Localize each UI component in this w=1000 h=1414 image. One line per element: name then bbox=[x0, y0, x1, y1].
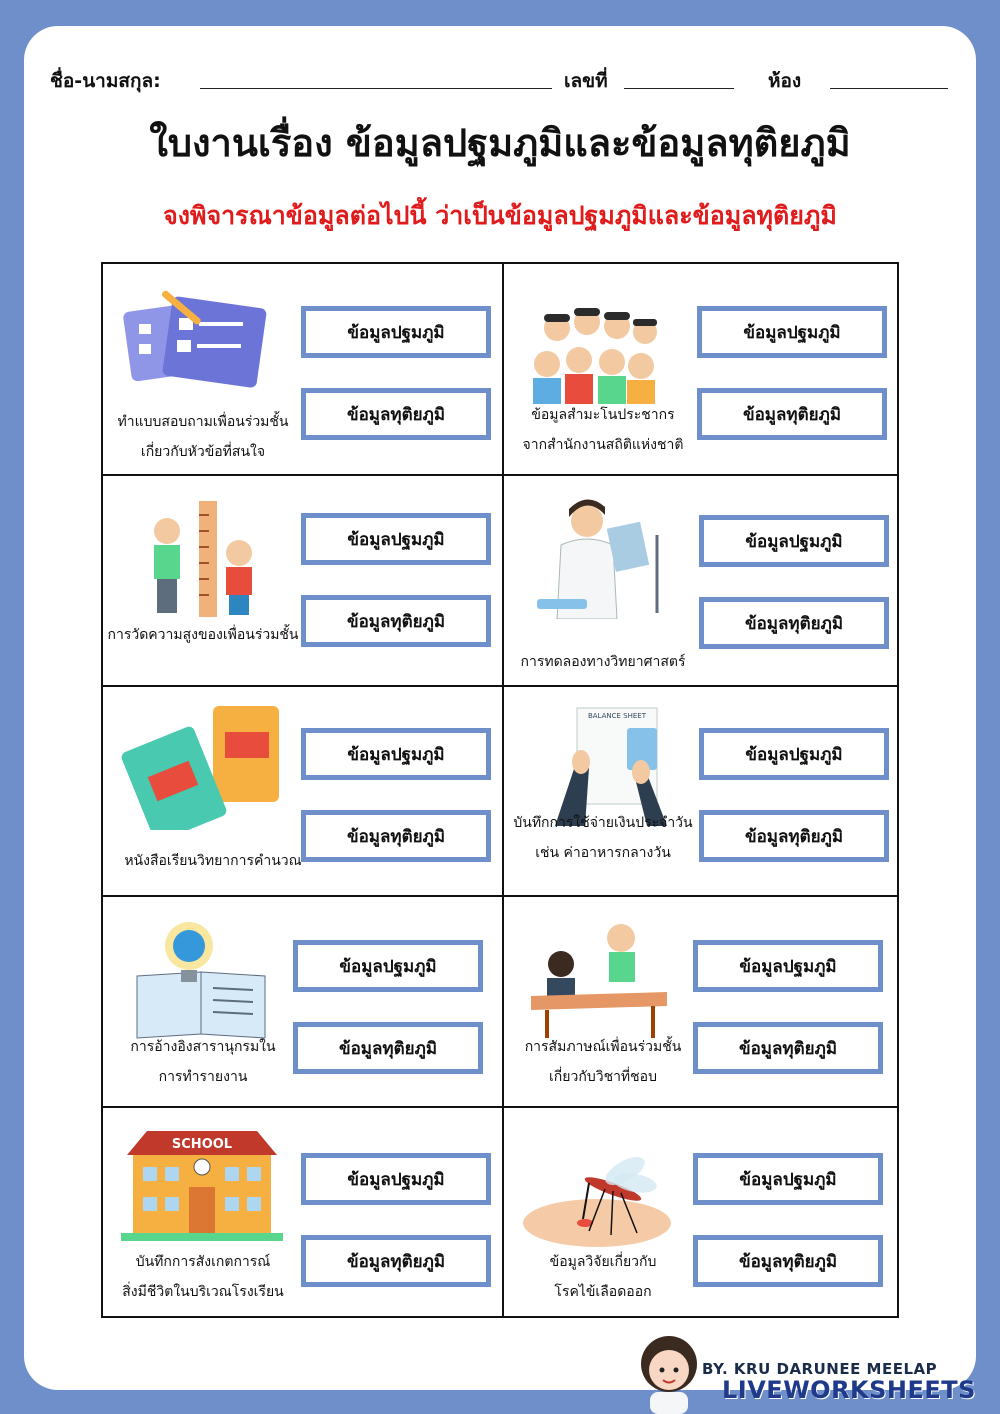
height-measure-icon bbox=[117, 495, 287, 619]
caption-line: การทำรายงาน bbox=[158, 1069, 248, 1085]
liveworksheets-logo: LIVEWORKSHEETS bbox=[722, 1376, 976, 1404]
primary-option-button[interactable]: ข้อมูลปฐมภูมิ bbox=[293, 940, 483, 992]
item-caption bbox=[103, 1032, 303, 1092]
question-cell bbox=[103, 264, 501, 474]
room-label: ห้อง bbox=[768, 70, 802, 92]
teacher-avatar-icon bbox=[636, 1330, 702, 1414]
name-field[interactable] bbox=[200, 88, 552, 89]
secondary-option-button[interactable]: ข้อมูลทุติยภูมิ bbox=[301, 1235, 491, 1287]
caption-line: การทดลองทางวิทยาศาสตร์ bbox=[520, 654, 686, 670]
question-cell bbox=[103, 1107, 501, 1317]
school-icon bbox=[117, 1127, 287, 1251]
question-cell bbox=[103, 475, 501, 685]
student-info-row bbox=[50, 66, 950, 96]
balance-sheet-label: BALANCE SHEET bbox=[587, 712, 647, 720]
caption-line: การอ้างอิงสารานุกรมใน bbox=[130, 1039, 276, 1055]
question-cell bbox=[103, 686, 501, 896]
number-field[interactable] bbox=[624, 88, 734, 89]
secondary-option-button[interactable]: ข้อมูลทุติยภูมิ bbox=[697, 388, 887, 440]
caption-line: การสัมภาษณ์เพื่อนร่วมชั้น bbox=[524, 1039, 682, 1055]
question-cell bbox=[503, 264, 901, 474]
caption-line: บันทึกการสังเกตการณ์ bbox=[135, 1254, 271, 1270]
caption-line: เกี่ยวกับวิชาที่ชอบ bbox=[549, 1069, 657, 1085]
primary-option-button[interactable]: ข้อมูลปฐมภูมิ bbox=[301, 1153, 491, 1205]
caption-line: การวัดความสูงของเพื่อนร่วมชั้น bbox=[107, 627, 299, 643]
caption-line: ข้อมูลวิจัยเกี่ยวกับ bbox=[549, 1254, 657, 1270]
name-label: ชื่อ-นามสกุล: bbox=[50, 70, 161, 92]
item-caption bbox=[503, 1032, 703, 1092]
question-cell bbox=[503, 1107, 901, 1317]
author-credit: BY. KRU DARUNEE MEELAP bbox=[702, 1360, 938, 1378]
primary-option-button[interactable]: ข้อมูลปฐมภูมิ bbox=[699, 728, 889, 780]
question-grid bbox=[101, 262, 899, 1318]
secondary-option-button[interactable]: ข้อมูลทุติยภูมิ bbox=[293, 1022, 483, 1074]
worksheet-title: ใบงานเรื่อง ข้อมูลปฐมภูมิและข้อมูลทุติยภูมิ bbox=[149, 121, 851, 165]
primary-option-button[interactable]: ข้อมูลปฐมภูมิ bbox=[699, 515, 889, 567]
item-caption bbox=[103, 620, 303, 650]
item-caption bbox=[503, 808, 703, 868]
secondary-option-button[interactable]: ข้อมูลทุติยภูมิ bbox=[301, 388, 491, 440]
school-sign-label: SCHOOL bbox=[171, 1137, 233, 1152]
item-caption bbox=[503, 647, 703, 677]
item-caption bbox=[103, 1247, 303, 1307]
instruction-text: จงพิจารณาข้อมูลต่อไปนี้ ว่าเป็นข้อมูลปฐมภูมิและข้อมูลทุติยภูมิ bbox=[163, 201, 837, 230]
scientist-icon bbox=[517, 495, 687, 619]
item-caption bbox=[503, 1247, 703, 1307]
interview-icon bbox=[517, 916, 687, 1040]
item-caption bbox=[503, 400, 703, 460]
caption-line: หนังสือเรียนวิทยาการคำนวณ bbox=[124, 853, 302, 869]
number-label: เลขที่ bbox=[564, 70, 608, 92]
secondary-option-button[interactable]: ข้อมูลทุติยภูมิ bbox=[699, 810, 889, 862]
caption-line: จากสำนักงานสถิติแห่งชาติ bbox=[522, 437, 684, 453]
question-cell bbox=[103, 896, 501, 1106]
primary-option-button[interactable]: ข้อมูลปฐมภูมิ bbox=[301, 728, 491, 780]
encyclopedia-icon bbox=[117, 916, 287, 1040]
room-field[interactable] bbox=[830, 88, 948, 89]
textbooks-icon bbox=[117, 706, 287, 830]
caption-line: บันทึกการใช้จ่ายเงินประจำวัน bbox=[513, 815, 693, 831]
primary-option-button[interactable]: ข้อมูลปฐมภูมิ bbox=[693, 940, 883, 992]
caption-line: เช่น ค่าอาหารกลางวัน bbox=[535, 845, 671, 861]
secondary-option-button[interactable]: ข้อมูลทุติยภูมิ bbox=[301, 810, 491, 862]
primary-option-button[interactable]: ข้อมูลปฐมภูมิ bbox=[301, 306, 491, 358]
secondary-option-button[interactable]: ข้อมูลทุติยภูมิ bbox=[693, 1022, 883, 1074]
crowd-children-icon bbox=[517, 284, 687, 408]
caption-line: โรคไข้เลือดออก bbox=[554, 1284, 652, 1300]
question-cell bbox=[503, 475, 901, 685]
item-caption bbox=[103, 407, 303, 467]
questionnaire-icon bbox=[117, 284, 287, 408]
secondary-option-button[interactable]: ข้อมูลทุติยภูมิ bbox=[699, 597, 889, 649]
secondary-option-button[interactable]: ข้อมูลทุติยภูมิ bbox=[693, 1235, 883, 1287]
caption-line: ข้อมูลสำมะโนประชากร bbox=[531, 407, 675, 423]
primary-option-button[interactable]: ข้อมูลปฐมภูมิ bbox=[693, 1153, 883, 1205]
primary-option-button[interactable]: ข้อมูลปฐมภูมิ bbox=[697, 306, 887, 358]
mosquito-icon bbox=[517, 1127, 687, 1251]
caption-line: เกี่ยวกับหัวข้อที่สนใจ bbox=[140, 444, 266, 460]
primary-option-button[interactable]: ข้อมูลปฐมภูมิ bbox=[301, 513, 491, 565]
caption-line: สิ่งมีชีวิตในบริเวณโรงเรียน bbox=[122, 1284, 284, 1300]
question-cell bbox=[503, 896, 901, 1106]
item-caption bbox=[103, 846, 323, 876]
question-cell bbox=[503, 686, 901, 896]
secondary-option-button[interactable]: ข้อมูลทุติยภูมิ bbox=[301, 595, 491, 647]
caption-line: ทำแบบสอบถามเพื่อนร่วมชั้น bbox=[117, 414, 289, 430]
